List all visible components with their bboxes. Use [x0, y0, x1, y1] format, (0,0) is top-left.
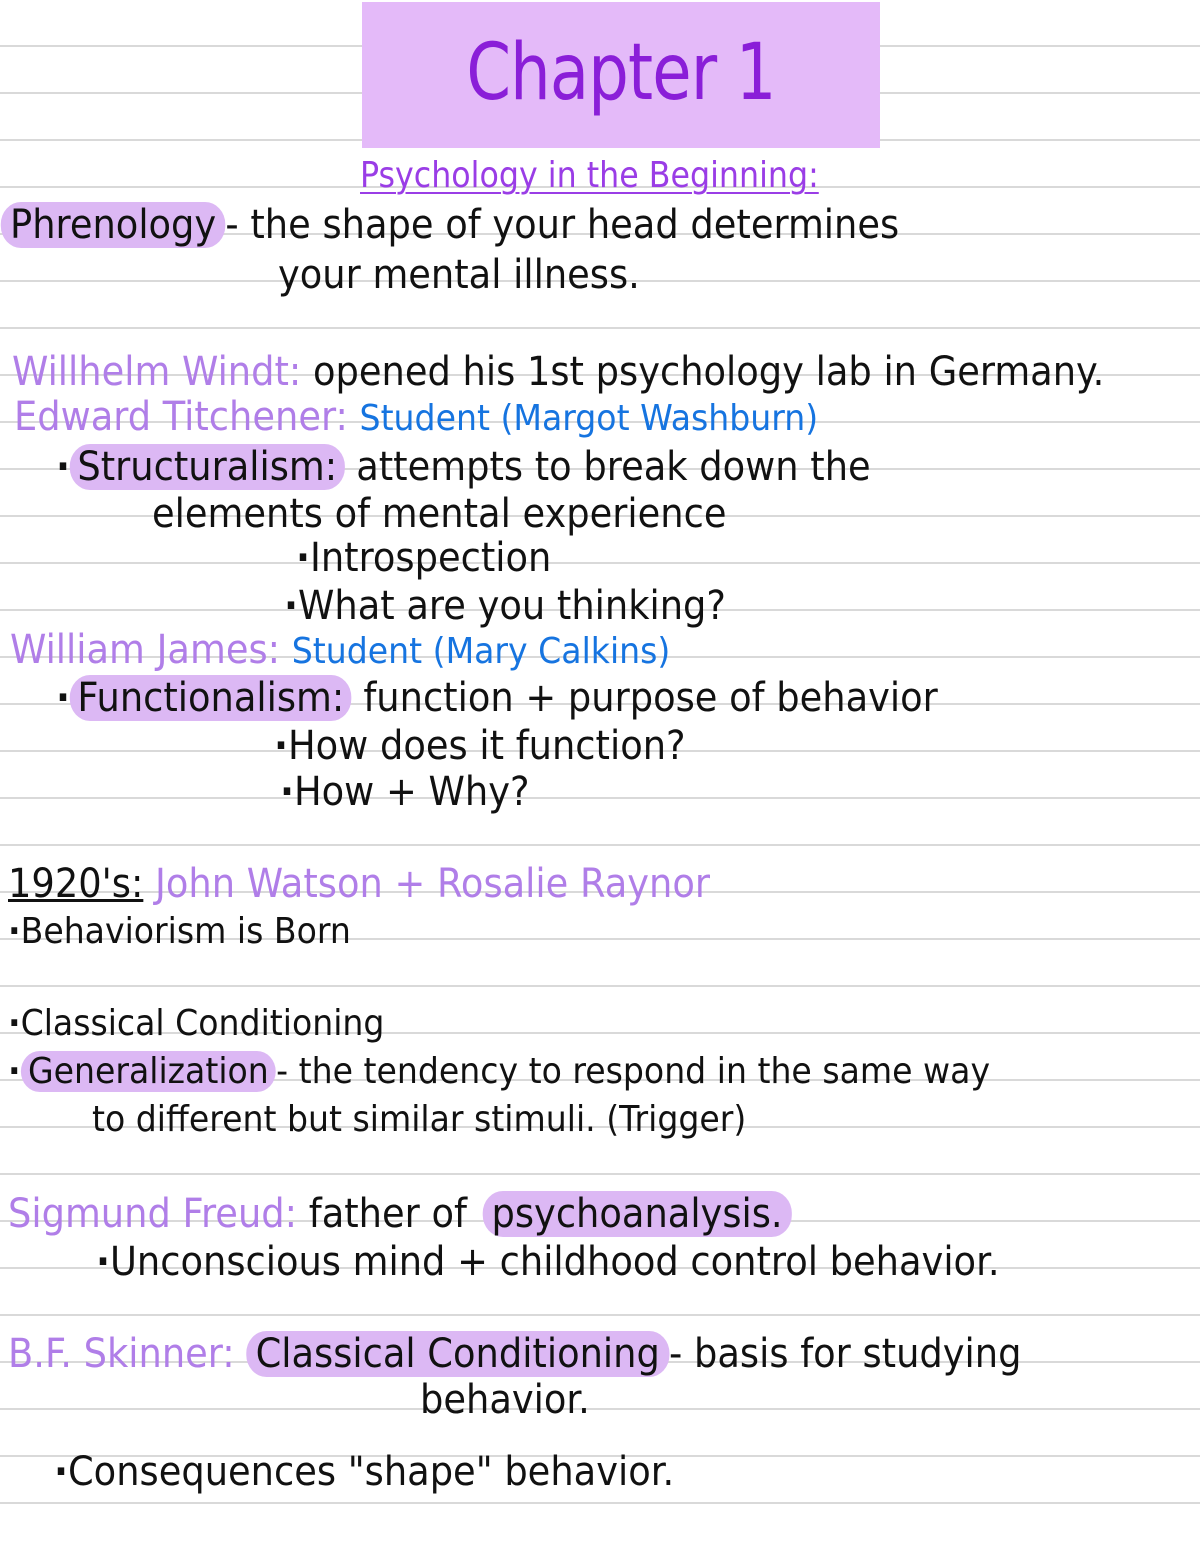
watson-line [8, 862, 710, 906]
skinner-def-line2: behavior. [420, 1377, 590, 1423]
titchener-student: Student (Margot Washburn) [359, 398, 819, 439]
functionalism-def: function + purpose of behavior [363, 675, 938, 721]
structuralism-term: Structuralism: [70, 444, 345, 490]
freud-sub1: ·Unconscious mind + childhood control behavior. [96, 1239, 1000, 1285]
phrenology-def-line2: your mental illness. [278, 252, 640, 298]
functionalism-sub2: ·How + Why? [280, 769, 530, 815]
structuralism-def-line1: attempts to break down the [356, 444, 871, 490]
page-subtitle: Psychology in the Beginning: [360, 155, 819, 196]
structuralism-sub2: ·What are you thinking? [284, 583, 726, 629]
generalization-def-line1: - the tendency to respond in the same way [276, 1051, 991, 1092]
phrenology-line1 [10, 203, 899, 247]
phrenology-def-line1: - the shape of your head determines [225, 202, 900, 248]
structuralism-sub1: ·Introspection [296, 535, 552, 581]
wundt-name: Willhelm Windt: [12, 349, 302, 395]
title-box [362, 2, 880, 148]
functionalism-line: · Functionalism: function + purpose of behavior [56, 675, 938, 721]
skinner-sub1: ·Consequences "shape" behavior. [54, 1449, 675, 1495]
skinner-def-line1: - basis for studying [669, 1331, 1022, 1377]
generalization-term: Generalization [21, 1051, 277, 1092]
titchener-line [14, 395, 818, 439]
functionalism-sub1: ·How does it function? [274, 723, 686, 769]
classical-conditioning-line: ·Classical Conditioning [8, 1003, 385, 1044]
freud-text: father of [308, 1191, 467, 1237]
page-title: Chapter 1 [466, 28, 776, 118]
watson-era: 1920's: [8, 861, 144, 907]
freud-line [8, 1192, 792, 1236]
skinner-name: B.F. Skinner: [8, 1331, 235, 1377]
behaviorism-line: ·Behaviorism is Born [8, 911, 351, 952]
functionalism-term: Functionalism: [70, 675, 352, 721]
titchener-name: Edward Titchener: [14, 394, 348, 440]
wundt-line [12, 350, 1104, 394]
freud-name: Sigmund Freud: [8, 1191, 298, 1237]
generalization-def-line2: to different but similar stimuli. (Trigger) [92, 1099, 747, 1140]
phrenology-term: Phrenology [1, 202, 226, 248]
skinner-line [8, 1332, 1021, 1376]
watson-names: John Watson + Rosalie Raynor [155, 861, 711, 907]
james-line [10, 628, 670, 672]
freud-term: psychoanalysis. [482, 1191, 791, 1237]
wundt-text: opened his 1st psychology lab in Germany. [312, 349, 1105, 395]
generalization-line1: · Generalization - the tendency to respond in the same way [8, 1051, 991, 1092]
structuralism-line1: · Structuralism: attempts to break down the [56, 444, 871, 490]
james-student: Student (Mary Calkins) [291, 631, 671, 672]
structuralism-def-line2: elements of mental experience [152, 491, 727, 537]
skinner-term: Classical Conditioning [246, 1331, 669, 1377]
james-name: William James: [10, 627, 281, 673]
